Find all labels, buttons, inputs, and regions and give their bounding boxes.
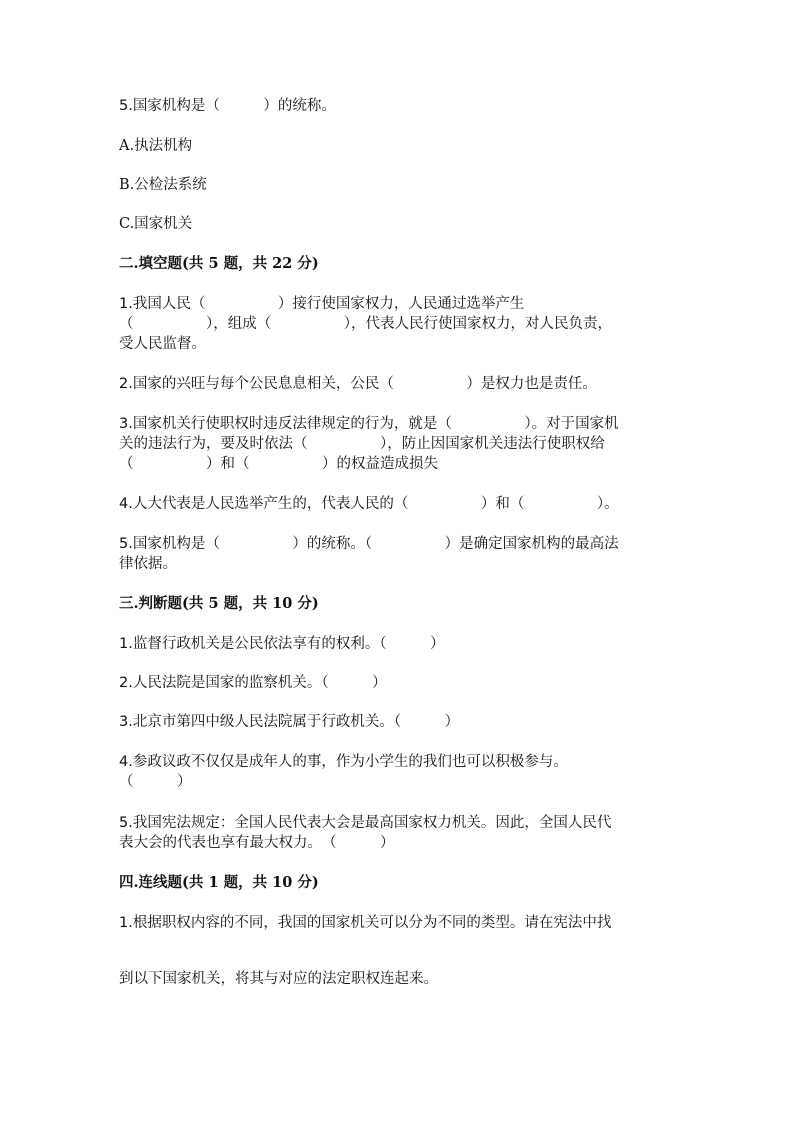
fill-q1-line2: （ ），组成（ ），代表人民行使国家权力，对人民负责，	[119, 316, 612, 332]
judge-q3: 3.北京市第四中级人民法院属于行政机关。（ ）	[119, 714, 460, 730]
fill-q5-line2: 律依据。	[119, 556, 177, 572]
fill-q5-line1: 5.国家机构是（ ）的统称。（ ）是确定国家机构的最高法	[119, 536, 619, 552]
fill-q4: 4.人大代表是人民选举产生的，代表人民的（ ）和（ ）。	[119, 496, 619, 512]
q5-option-a: A.执法机构	[119, 138, 193, 154]
judge-q2: 2.人民法院是国家的监察机关。（ ）	[119, 675, 387, 691]
match-q1-line2: 到以下国家机关，将其与对应的法定职权连起来。	[119, 971, 438, 987]
judge-q4-line1: 4.参政议政不仅仅是成年人的事，作为小学生的我们也可以积极参与。	[119, 754, 568, 770]
section4-title: 四.连线题(共 1 题，共 10 分)	[119, 874, 319, 891]
fill-q1-line3: 受人民监督。	[119, 336, 206, 352]
fill-q3-line1: 3.国家机关行使职权时违反法律规定的行为，就是（ ）。对于国家机	[119, 416, 619, 432]
match-q1-line1: 1.根据职权内容的不同，我国的国家机关可以分为不同的类型。请在宪法中找	[119, 915, 612, 931]
section3-title: 三.判断题(共 5 题，共 10 分)	[119, 595, 319, 612]
q5-option-b: B.公检法系统	[119, 177, 207, 193]
fill-q1-line1: 1.我国人民（ ）接行使国家权力，人民通过选举产生	[119, 296, 525, 312]
fill-q2: 2.国家的兴旺与每个公民息息相关，公民（ ）是权力也是责任。	[119, 376, 597, 392]
section2-title: 二.填空题(共 5 题，共 22 分)	[119, 255, 319, 272]
q5-choice-stem: 5.国家机构是（ ）的统称。	[119, 98, 336, 114]
q5-option-c: C.国家机关	[119, 216, 193, 232]
fill-q3-line2: 关的违法行为，要及时依法（ ），防止因国家机关违法行使职权给	[119, 436, 605, 452]
judge-q4-line2: （ ）	[119, 774, 192, 790]
judge-q5-line2: 表大会的代表也享有最大权力。 （ ）	[119, 835, 395, 851]
fill-q3-line3: （ ）和（ ）的权益造成损失	[119, 456, 438, 472]
judge-q5-line1: 5.我国宪法规定：全国人民代表大会是最高国家权力机关。因此，全国人民代	[119, 815, 612, 831]
judge-q1: 1.监督行政机关是公民依法享有的权利。（ ）	[119, 636, 445, 652]
